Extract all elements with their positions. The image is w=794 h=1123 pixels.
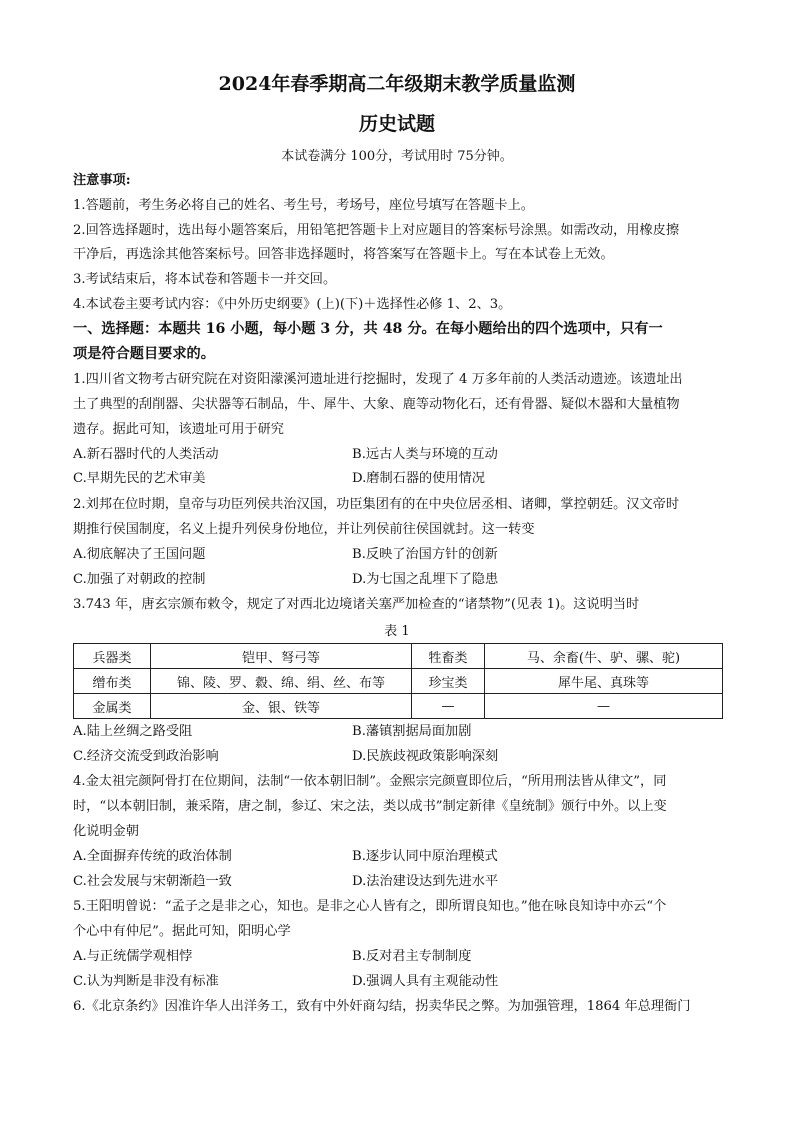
q1-stem-2: 土了典型的刮削器、尖状器等石制品，牛、犀牛、大象、鹿等动物化石，还有骨器、疑似木器和大量植物 xyxy=(73,397,680,412)
q2-stem-1: 2.刘邦在位时期，皇帝与功臣列侯共治汉国，功臣集团有的在中央位居丞相、诸卿，掌控朝廷。汉文帝时 xyxy=(73,497,680,512)
table-cell: — xyxy=(412,694,485,719)
table-cell: 铠甲、弩弓等 xyxy=(151,644,412,669)
table-cell: 金属类 xyxy=(74,694,151,719)
section-heading: 一、选择题：本题共 16 小题，每小题 3 分，共 48 分。在每小题给出的四个选项中，只有一 xyxy=(73,321,663,337)
q1-option-d: D.磨制石器的使用情况 xyxy=(352,471,485,486)
notice-heading: 注意事项: xyxy=(73,173,131,188)
q4-option-b: B.逐步认同中原治理模式 xyxy=(352,849,498,864)
q2-option-d: D.为七国之乱埋下了隐患 xyxy=(352,572,499,587)
table-row xyxy=(74,669,723,694)
q1-option-b: B.远古人类与环境的互动 xyxy=(352,447,498,462)
q5-stem-2: 个心中有仲尼”。据此可知，阳明心学 xyxy=(73,924,291,939)
q3-option-d: D.民族歧视政策影响深刻 xyxy=(352,749,499,764)
exam-subject: 历史试题 xyxy=(358,113,435,135)
section-heading-cont: 项是符合题目要求的。 xyxy=(73,346,215,362)
q2-option-a: A.彻底解决了王国问题 xyxy=(73,547,206,562)
exam-info: 本试卷满分 100分，考试用时 75分钟。 xyxy=(281,149,513,164)
q4-option-c: C.社会发展与宋朝渐趋一致 xyxy=(73,874,232,889)
table-row xyxy=(74,644,723,669)
q1-stem-1: 1.四川省文物考古研究院在对资阳濛溪河遗址进行挖掘时，发现了 4 万多年前的人类活动遗迹。该遗址出 xyxy=(73,372,683,387)
table-caption: 表 1 xyxy=(384,624,410,639)
q2-stem-2: 期推行侯国制度，名义上提升列侯身份地位，并让列侯前往侯国就封。这一转变 xyxy=(73,522,535,537)
q5-option-c: C.认为判断是非没有标准 xyxy=(73,974,219,989)
q3-option-b: B.藩镇割据局面加剧 xyxy=(352,724,472,739)
q5-option-b: B.反对君主专制制度 xyxy=(352,949,472,964)
notice-item-1: 1.答题前，考生务必将自己的姓名、考生号，考场号，座位号填写在答题卡上。 xyxy=(73,198,534,213)
q1-option-c: C.早期先民的艺术审美 xyxy=(73,471,206,486)
notice-item-4: 4.本试卷主要考试内容：《中外历史纲要》(上)(下)＋选择性必修 1、2、3。 xyxy=(73,297,512,312)
notice-item-2: 2.回答选择题时，选出每小题答案后，用铅笔把答题卡上对应题目的答案标号涂黑。如需改动，用橡皮擦 xyxy=(73,223,680,238)
table-cell: 兵器类 xyxy=(74,644,151,669)
q2-option-b: B.反映了治国方针的创新 xyxy=(352,547,498,562)
q3-option-c: C.经济交流受到政治影响 xyxy=(73,749,219,764)
table-cell: 犀牛尾、真珠等 xyxy=(485,669,723,694)
table-row xyxy=(74,694,723,719)
table-cell: 金、银、铁等 xyxy=(151,694,412,719)
q2-option-c: C.加强了对朝政的控制 xyxy=(73,572,206,587)
q3-stem: 3.743 年，唐玄宗颁布敕令，规定了对西北边境诸关塞严加检查的“诸禁物”(见表 1)。这说明当时 xyxy=(73,597,640,612)
q5-option-a: A.与正统儒学观相悖 xyxy=(73,949,193,964)
q4-stem-1: 4.金太祖完颜阿骨打在位期间，法制“一依本朝旧制”。金熙宗完颜亶即位后，“所用刑法皆从律文”，同 xyxy=(73,774,667,789)
table-cell: 锦、陵、罗、縠、绵、绢、丝、布等 xyxy=(151,669,412,694)
q1-stem-3: 遗存。据此可知，该遗址可用于研究 xyxy=(73,422,284,437)
table-cell: 牲畜类 xyxy=(412,644,485,669)
notice-item-2-cont: 干净后，再选涂其他答案标号。回答非选择题时，将答案写在答题卡上。写在本试卷上无效。 xyxy=(73,247,614,262)
table-cell: — xyxy=(485,694,723,719)
q5-stem-1: 5.王阳明曾说：“孟子之是非之心，知也。是非之心人皆有之，即所谓良知也。”他在咏良知诗中亦云“个 xyxy=(73,899,667,914)
q4-option-a: A.全面摒弃传统的政治体制 xyxy=(73,849,232,864)
q5-option-d: D.强调人具有主观能动性 xyxy=(352,974,499,989)
table-cell: 珍宝类 xyxy=(412,669,485,694)
q1-option-a: A.新石器时代的人类活动 xyxy=(73,447,219,462)
exam-title: 2024年春季期高二年级期末教学质量监测 xyxy=(218,73,576,95)
q4-stem-3: 化说明金朝 xyxy=(73,824,139,839)
table-cell: 马、余畜(牛、驴、骡、驼) xyxy=(485,644,723,669)
q3-option-a: A.陆上丝绸之路受阻 xyxy=(73,724,193,739)
notice-item-3: 3.考试结束后，将本试卷和答题卡一并交回。 xyxy=(73,272,337,287)
q4-option-d: D.法治建设达到先进水平 xyxy=(352,874,499,889)
q6-stem: 6.《北京条约》因准许华人出洋务工，致有中外奸商勾结，拐卖华民之弊。为加强管理，1864 年总理衙门 xyxy=(73,999,691,1014)
forbidden-goods-table xyxy=(73,643,723,719)
table-cell: 缯布类 xyxy=(74,669,151,694)
q4-stem-2: 时，“以本朝旧制，兼采隋，唐之制，参辽、宋之法，类以成书”制定新律《皇统制》颁行中外。以上变 xyxy=(73,799,667,814)
